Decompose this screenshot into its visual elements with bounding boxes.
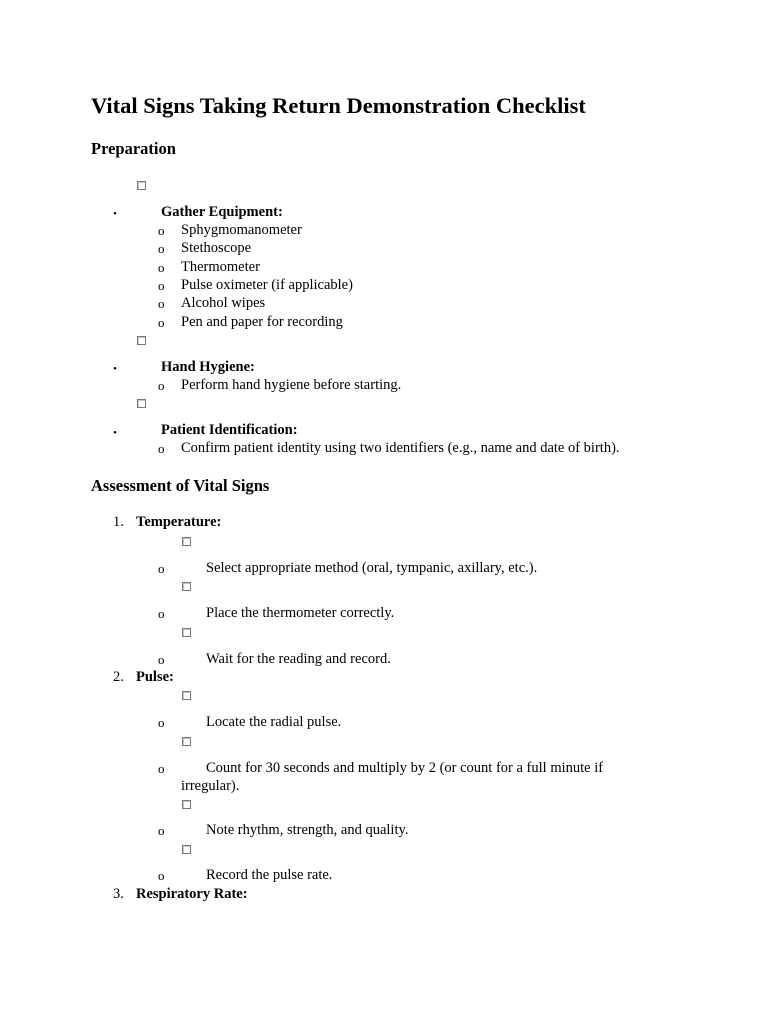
list-item: Pen and paper for recording <box>181 314 343 330</box>
sub-bullet-marker: o <box>158 278 165 293</box>
sub-bullet-marker: o <box>158 378 165 393</box>
list-item: Sphygmomanometer <box>181 222 302 238</box>
sub-bullet-marker: o <box>158 606 165 621</box>
sub-bullet-marker: o <box>158 441 165 456</box>
list-item: Thermometer <box>181 259 260 275</box>
list-number: 2. <box>113 669 124 685</box>
list-item: Place the thermometer correctly. <box>206 605 395 621</box>
checkbox-pulse-step-1[interactable] <box>182 691 191 700</box>
list-item: Pulse oximeter (if applicable) <box>181 277 353 293</box>
checkbox-pulse-step-4[interactable] <box>182 845 191 854</box>
list-item: Alcohol wipes <box>181 295 266 311</box>
list-item: Record the pulse rate. <box>206 867 333 883</box>
sub-bullet-marker: o <box>158 868 165 883</box>
list-number: 3. <box>113 886 124 902</box>
list-item: Wait for the reading and record. <box>206 651 391 667</box>
sub-bullet-marker: o <box>158 260 165 275</box>
checkbox-hand-hygiene[interactable] <box>137 336 146 345</box>
checkbox-gather-equipment[interactable] <box>137 181 146 190</box>
sub-bullet-marker: o <box>158 823 165 838</box>
bullet-marker: • <box>113 427 117 439</box>
sub-bullet-marker: o <box>158 223 165 238</box>
bullet-marker: • <box>113 363 117 375</box>
list-item-continuation: irregular). <box>181 778 240 794</box>
checkbox-pulse-step-3[interactable] <box>182 800 191 809</box>
checkbox-patient-identification[interactable] <box>137 399 146 408</box>
item-label-temperature: Temperature: <box>136 514 222 530</box>
item-label-patient-identification: Patient Identification: <box>161 422 298 438</box>
checkbox-temperature-step-1[interactable] <box>182 537 191 546</box>
item-label-gather-equipment: Gather Equipment: <box>161 204 283 220</box>
list-item: Stethoscope <box>181 240 252 256</box>
sub-bullet-marker: o <box>158 296 165 311</box>
list-item: Perform hand hygiene before starting. <box>181 377 402 393</box>
page-title: Vital Signs Taking Return Demonstration Checklist <box>91 93 586 118</box>
checkbox-temperature-step-3[interactable] <box>182 628 191 637</box>
list-item: Count for 30 seconds and multiply by 2 (or count for a full minute if <box>206 760 604 776</box>
sub-bullet-marker: o <box>158 715 165 730</box>
list-item: Select appropriate method (oral, tympanic, axillary, etc.). <box>206 560 538 576</box>
sub-bullet-marker: o <box>158 561 165 576</box>
sub-bullet-marker: o <box>158 761 165 776</box>
section-heading-assessment: Assessment of Vital Signs <box>91 476 270 495</box>
item-label-respiratory-rate: Respiratory Rate: <box>136 886 248 902</box>
sub-bullet-marker: o <box>158 241 165 256</box>
sub-bullet-marker: o <box>158 315 165 330</box>
checkbox-pulse-step-2[interactable] <box>182 737 191 746</box>
list-item: Locate the radial pulse. <box>206 714 342 730</box>
item-label-hand-hygiene: Hand Hygiene: <box>161 359 255 375</box>
list-item: Confirm patient identity using two identifiers (e.g., name and date of birth). <box>181 440 620 456</box>
list-number: 1. <box>113 514 124 530</box>
section-heading-preparation: Preparation <box>91 139 176 158</box>
checkbox-temperature-step-2[interactable] <box>182 582 191 591</box>
list-item: Note rhythm, strength, and quality. <box>206 822 409 838</box>
item-label-pulse: Pulse: <box>136 669 174 685</box>
bullet-marker: • <box>113 208 117 220</box>
sub-bullet-marker: o <box>158 652 165 667</box>
